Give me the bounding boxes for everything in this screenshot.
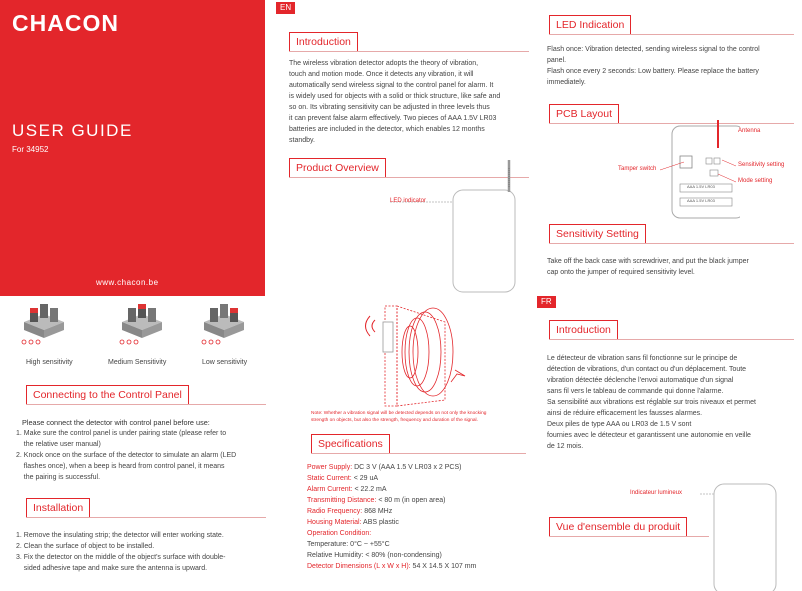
spec-key: Power Supply: — [307, 464, 353, 471]
sensitivity-line: Take off the back case with screwdriver, and put the black jumper — [547, 258, 749, 265]
spec-item — [307, 550, 476, 561]
spec-key: Radio Frequency: — [307, 508, 363, 515]
connecting-step: 2. Knock once on the surface of the detector to simulate an alarm (LED — [16, 452, 237, 459]
fr-introduction-heading: Introduction — [549, 320, 618, 340]
spec-item — [307, 528, 476, 539]
spec-item — [307, 495, 476, 506]
fr-intro-line: vibration détectée déclenche l'envoi automatique d'un signal — [547, 377, 734, 384]
jumper-high-icon — [22, 304, 64, 344]
installation-steps — [16, 530, 226, 574]
led-indication-text — [547, 44, 760, 88]
spec-item — [307, 462, 476, 473]
detector-illustration — [390, 158, 525, 298]
led-indicator-label: LED indicator — [390, 198, 427, 204]
spec-key: Alarm Current: — [307, 486, 353, 493]
fr-intro-line: ainsi de réduire efficacement les fausses alarmes. — [547, 410, 703, 417]
led-line: Flash once: Vibration detected, sending wireless signal to the control — [547, 46, 760, 53]
cover-website[interactable]: www.chacon.be — [96, 278, 159, 287]
led-line: immediately. — [547, 79, 586, 86]
spec-item — [307, 517, 476, 528]
spec-item — [307, 561, 476, 572]
spec-item — [307, 484, 476, 495]
led-indication-heading: LED Indication — [549, 15, 631, 35]
spec-value: < 80 m (in open area) — [376, 497, 446, 504]
fr-detector-illustration — [700, 470, 785, 591]
fr-introduction-rule — [549, 339, 794, 340]
label-medium-sensitivity: Medium Sensitivity — [108, 359, 167, 366]
installation-step: sided adhesive tape and make sure the antenna is upward. — [16, 565, 208, 572]
lang-tag-fr: FR — [537, 296, 556, 308]
spec-key: Transmitting Distance: — [307, 497, 377, 504]
fr-overview-heading: Vue d'ensemble du produit — [549, 517, 687, 537]
sensitivity-line: cap onto the jumper of required sensitivity level. — [547, 269, 695, 276]
led-indication-rule — [549, 34, 794, 35]
introduction-heading: Introduction — [289, 32, 358, 52]
fr-introduction-text — [547, 353, 756, 452]
spec-key: Detector Dimensions (L x W x H): — [307, 563, 411, 570]
connecting-heading: Connecting to the Control Panel — [26, 385, 189, 405]
fr-intro-line: sans fil vers le tableau de commande qui donne l'alarme. — [547, 388, 724, 395]
led-line: panel. — [547, 57, 567, 64]
spec-value: Relative Humidity: < 80% (non-condensing) — [307, 552, 442, 559]
vibration-illustration — [355, 300, 505, 410]
cover-title: USER GUIDE — [12, 121, 133, 140]
spec-value: < 22.2 mA — [352, 486, 387, 493]
spec-item — [307, 473, 476, 484]
note-line: strength on objects, but also the strength, frequency and duration of the signal. — [311, 418, 478, 423]
fr-led-indicator-label: Indicateur lumineux — [630, 490, 683, 496]
installation-step: 2. Clean the surface of object to be installed. — [16, 543, 155, 550]
spec-value: 868 MHz — [362, 508, 393, 515]
product-overview-heading: Product Overview — [289, 158, 386, 178]
intro-line: is widely used for objects with a solid or thick structure, like safe and — [289, 93, 501, 100]
specifications-list — [307, 462, 476, 572]
label-low-sensitivity: Low sensitivity — [202, 359, 248, 366]
connecting-step: flashes once), when a beep is heard from control panel, it means — [16, 463, 225, 470]
connecting-intro: Please connect the detector with control panel before use: — [22, 418, 210, 427]
intro-line: The wireless vibration detector adopts the theory of vibration, — [289, 60, 479, 67]
spec-value: Temperature: 0°C ~ +55°C — [307, 541, 390, 548]
intro-line: touch and motion mode. Once it detects any vibration, it will — [289, 71, 474, 78]
pcb-sensitivity-label: Sensitivity setting — [738, 162, 785, 168]
intro-line: batteries are included in the detector, which enables 12 months — [289, 126, 485, 133]
connecting-step: the pairing is successful. — [16, 474, 101, 481]
lang-tag-en: EN — [276, 2, 295, 14]
connecting-step: 1. Make sure the control panel is under pairing state (please refer to — [16, 430, 227, 437]
specifications-heading: Specifications — [311, 434, 390, 454]
sensitivity-setting-rule — [549, 243, 794, 244]
intro-line: standby. — [289, 137, 315, 144]
pcb-antenna-label: Antenna — [738, 128, 761, 134]
sensitivity-setting-heading: Sensitivity Setting — [549, 224, 646, 244]
spec-key: Housing Material: — [307, 519, 362, 526]
label-high-sensitivity: High sensitivity — [26, 359, 73, 366]
sensitivity-setting-text — [547, 256, 749, 278]
pcb-battery-label: AAA 1.5V LR03 — [687, 184, 715, 189]
installation-rule — [26, 517, 266, 518]
intro-line: automatically send wireless signal to the control panel for alarm. It — [289, 82, 494, 89]
intro-line: it can prevent false alarm effectively. Two pieces of AAA 1.5V LR03 — [289, 115, 497, 122]
fr-intro-line: fournies avec le détecteur et garantissent une autonomie en veille — [547, 432, 751, 439]
spec-item — [307, 506, 476, 517]
spec-item — [307, 539, 476, 550]
spec-key: Operation Condition: — [307, 530, 372, 537]
jumper-illustrations — [20, 300, 260, 350]
fr-intro-line: de 12 mois. — [547, 443, 584, 450]
connecting-rule — [26, 404, 266, 405]
installation-step: 1. Remove the insulating strip; the detector will enter working state. — [16, 532, 224, 539]
spec-value: < 29 uA — [351, 475, 379, 482]
pcb-mode-label: Mode setting — [738, 178, 773, 184]
introduction-text — [289, 58, 500, 146]
fr-intro-line: détection de vibrations, d'un contact ou d'un déplacement. Toute — [547, 366, 747, 373]
introduction-rule — [289, 51, 529, 52]
fr-overview-rule — [549, 536, 709, 537]
pcb-tamper-label: Tamper switch — [618, 166, 657, 172]
intro-line: so on. Its vibrating sensitivity can be adjusted in three levels thus — [289, 104, 490, 111]
fr-intro-line: Deux piles de type AAA ou LR03 de 1.5 V sont — [547, 421, 692, 428]
cover-model: For 34952 — [12, 145, 49, 154]
connecting-steps — [16, 428, 236, 483]
fr-intro-line: Sa sensibilité aux vibrations est réglable sur trois niveaux et permet — [547, 399, 756, 406]
note-text — [311, 410, 486, 424]
spec-value: DC 3 V (AAA 1.5 V LR03 x 2 PCS) — [352, 464, 462, 471]
installation-heading: Installation — [26, 498, 90, 518]
fr-intro-line: Le détecteur de vibration sans fil fonctionne sur le principe de — [547, 355, 738, 362]
pcb-layout-heading: PCB Layout — [549, 104, 619, 124]
spec-value: ABS plastic — [361, 519, 399, 526]
led-line: Flash once every 2 seconds: Low battery. Please replace the battery — [547, 68, 759, 75]
cover-panel — [0, 0, 265, 296]
installation-step: 3. Fix the detector on the middle of the object's surface with double- — [16, 554, 226, 561]
jumper-medium-icon — [120, 304, 162, 344]
specifications-rule — [311, 453, 526, 454]
spec-value: 54 X 14.5 X 107 mm — [410, 563, 477, 570]
jumper-low-icon — [202, 304, 244, 344]
note-line: Note: Whether a vibration signal will be detected depends on not only the knocking — [311, 411, 487, 416]
connecting-step: the relative user manual) — [16, 441, 101, 448]
brand-logo: CHACON — [12, 10, 119, 36]
spec-key: Static Current: — [307, 475, 352, 482]
pcb-battery-label: AAA 1.5V LR03 — [687, 198, 715, 203]
